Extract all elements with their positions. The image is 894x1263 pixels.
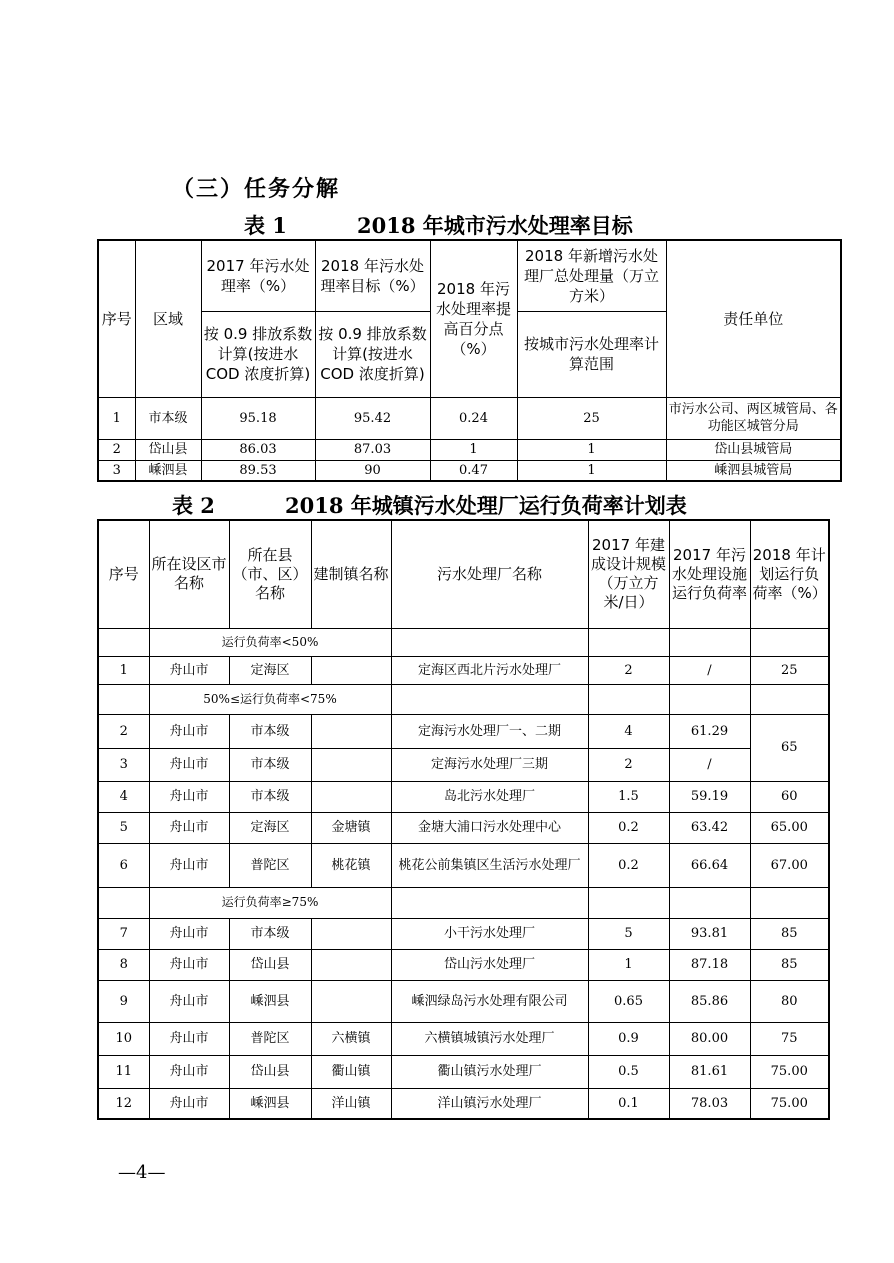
- table-row: [98, 397, 841, 439]
- cell-load-2017: 87.18: [669, 949, 750, 980]
- header-city: 所在设区市名称: [149, 520, 229, 628]
- cell-load-2017: 78.03: [669, 1088, 750, 1119]
- cell-town: [311, 781, 391, 812]
- table-row: [98, 980, 829, 1022]
- cell-capacity: 0.65: [588, 980, 669, 1022]
- cell-responsible: 嵊泗县城管局: [666, 460, 841, 481]
- cell-county: 普陀区: [229, 1022, 311, 1055]
- cell-seq: 6: [98, 843, 149, 887]
- cell-load-2018: 65.00: [750, 812, 829, 843]
- header-capacity-scope: 按城市污水处理率计算范围: [517, 311, 666, 397]
- cell-plant: 嵊泗绿岛污水处理有限公司: [391, 980, 588, 1022]
- header-rate-2018: 2018 年污水处理率目标（%）: [315, 240, 430, 311]
- cell-increase: 0.24: [430, 397, 517, 439]
- cell-load-2017: 80.00: [669, 1022, 750, 1055]
- cell-load-2018: 75.00: [750, 1088, 829, 1119]
- cell-seq: 5: [98, 812, 149, 843]
- cell-town: [311, 714, 391, 748]
- cell-load-2017: 85.86: [669, 980, 750, 1022]
- cell-city: 舟山市: [149, 781, 229, 812]
- table2-caption-number: 表 2: [172, 493, 215, 518]
- cell-load-2018: 85: [750, 918, 829, 949]
- cell-seq: 1: [98, 397, 135, 439]
- cell-town: [311, 918, 391, 949]
- cell-capacity: 2: [588, 656, 669, 684]
- cell-rate-2017: 89.53: [201, 460, 315, 481]
- cell-load-2017: 81.61: [669, 1055, 750, 1088]
- cell-capacity: 25: [517, 397, 666, 439]
- table2-caption-title: 2018 年城镇污水处理厂运行负荷率计划表: [285, 493, 687, 518]
- cell-seq: 3: [98, 748, 149, 781]
- cell-capacity: 0.2: [588, 843, 669, 887]
- table-row: [98, 1022, 829, 1055]
- cell-seq: 1: [98, 656, 149, 684]
- cell-load-2018: 75: [750, 1022, 829, 1055]
- table-row: [98, 1055, 829, 1088]
- cell-capacity: 2: [588, 748, 669, 781]
- cell-town: [311, 656, 391, 684]
- cell-plant: 岱山污水处理厂: [391, 949, 588, 980]
- cell-load-2018: 75.00: [750, 1055, 829, 1088]
- header-rate-2018-method: 按 0.9 排放系数计算(按进水 COD 浓度折算): [315, 311, 430, 397]
- table-row: [98, 918, 829, 949]
- cell-capacity: 1: [517, 439, 666, 460]
- header-rate-2017: 2017 年污水处理率（%）: [201, 240, 315, 311]
- header-increase: 2018 年污水处理率提高百分点（%）: [430, 240, 517, 397]
- cell-county: 市本级: [229, 781, 311, 812]
- table-row: [98, 714, 829, 748]
- cell-county: 市本级: [229, 714, 311, 748]
- cell-plant: 定海污水处理厂三期: [391, 748, 588, 781]
- table1-caption-number: 表 1: [244, 213, 287, 238]
- section-row: [98, 887, 829, 918]
- cell-seq: 9: [98, 980, 149, 1022]
- cell-load-2018: 65: [750, 714, 829, 781]
- cell-increase: 0.47: [430, 460, 517, 481]
- table-row: [98, 1088, 829, 1119]
- cell-city: 舟山市: [149, 918, 229, 949]
- section-row: [98, 684, 829, 714]
- header-new-capacity: 2018 年新增污水处理厂总处理量（万立方米）: [517, 240, 666, 311]
- header-capacity: 2017 年建成设计规模（万立方米/日）: [588, 520, 669, 628]
- cell-load-2018: 60: [750, 781, 829, 812]
- header-seq: 序号: [98, 240, 135, 397]
- cell-region: 市本级: [135, 397, 201, 439]
- cell-load-2017: 59.19: [669, 781, 750, 812]
- cell-load-2017: /: [669, 656, 750, 684]
- section-label: 运行负荷率≥75%: [149, 887, 391, 918]
- cell-city: 舟山市: [149, 1022, 229, 1055]
- cell-city: 舟山市: [149, 812, 229, 843]
- cell-region: 岱山县: [135, 439, 201, 460]
- header-county: 所在县（市、区）名称: [229, 520, 311, 628]
- table-row: [98, 812, 829, 843]
- header-seq: 序号: [98, 520, 149, 628]
- cell-seq: 3: [98, 460, 135, 481]
- cell-town: 衢山镇: [311, 1055, 391, 1088]
- cell-county: 定海区: [229, 812, 311, 843]
- section-heading: （三）任务分解: [172, 177, 341, 202]
- cell-responsible: 市污水公司、两区城管局、各功能区城管分局: [666, 397, 841, 439]
- cell-city: 舟山市: [149, 949, 229, 980]
- cell-load-2017: 93.81: [669, 918, 750, 949]
- cell-capacity: 1: [517, 460, 666, 481]
- cell-region: 嵊泗县: [135, 460, 201, 481]
- cell-seq: 11: [98, 1055, 149, 1088]
- cell-plant: 六横镇城镇污水处理厂: [391, 1022, 588, 1055]
- table-row: [98, 781, 829, 812]
- cell-responsible: 岱山县城管局: [666, 439, 841, 460]
- cell-county: 市本级: [229, 748, 311, 781]
- cell-capacity: 0.1: [588, 1088, 669, 1119]
- cell-capacity: 1.5: [588, 781, 669, 812]
- cell-increase: 1: [430, 439, 517, 460]
- cell-load-2018: 80: [750, 980, 829, 1022]
- cell-county: 普陀区: [229, 843, 311, 887]
- cell-rate-2018: 87.03: [315, 439, 430, 460]
- table-row: [98, 949, 829, 980]
- header-plant: 污水处理厂名称: [391, 520, 588, 628]
- cell-rate-2018: 95.42: [315, 397, 430, 439]
- cell-county: 嵊泗县: [229, 980, 311, 1022]
- cell-capacity: 1: [588, 949, 669, 980]
- cell-capacity: 5: [588, 918, 669, 949]
- cell-rate-2017: 95.18: [201, 397, 315, 439]
- cell-seq: 8: [98, 949, 149, 980]
- cell-load-2018: 25: [750, 656, 829, 684]
- cell-capacity: 0.2: [588, 812, 669, 843]
- header-load-2017: 2017 年污水处理设施运行负荷率: [669, 520, 750, 628]
- header-rate-2017-method: 按 0.9 排放系数计算(按进水 COD 浓度折算): [201, 311, 315, 397]
- cell-city: 舟山市: [149, 980, 229, 1022]
- cell-plant: 定海区西北片污水处理厂: [391, 656, 588, 684]
- cell-county: 岱山县: [229, 949, 311, 980]
- cell-city: 舟山市: [149, 748, 229, 781]
- header-region: 区域: [135, 240, 201, 397]
- cell-town: [311, 748, 391, 781]
- cell-load-2018: 67.00: [750, 843, 829, 887]
- cell-town: 金塘镇: [311, 812, 391, 843]
- table1-wastewater-treatment-rate: [97, 239, 842, 482]
- cell-plant: 定海污水处理厂一、二期: [391, 714, 588, 748]
- cell-town: 桃花镇: [311, 843, 391, 887]
- cell-seq: 4: [98, 781, 149, 812]
- table2-plant-load-plan: [97, 519, 830, 1120]
- cell-city: 舟山市: [149, 656, 229, 684]
- cell-load-2017: 61.29: [669, 714, 750, 748]
- section-row: [98, 628, 829, 656]
- cell-capacity: 0.9: [588, 1022, 669, 1055]
- cell-county: 嵊泗县: [229, 1088, 311, 1119]
- cell-city: 舟山市: [149, 1088, 229, 1119]
- cell-capacity: 4: [588, 714, 669, 748]
- table-row: [98, 748, 829, 781]
- section-label: 50%≤运行负荷率<75%: [149, 684, 391, 714]
- cell-load-2017: /: [669, 748, 750, 781]
- cell-rate-2017: 86.03: [201, 439, 315, 460]
- header-load-2018: 2018 年计划运行负荷率（%）: [750, 520, 829, 628]
- cell-capacity: 0.5: [588, 1055, 669, 1088]
- cell-town: [311, 949, 391, 980]
- cell-plant: 桃花公前集镇区生活污水处理厂: [391, 843, 588, 887]
- cell-seq: 2: [98, 714, 149, 748]
- cell-seq: 7: [98, 918, 149, 949]
- cell-load-2017: 63.42: [669, 812, 750, 843]
- cell-county: 市本级: [229, 918, 311, 949]
- cell-town: 洋山镇: [311, 1088, 391, 1119]
- cell-plant: 洋山镇污水处理厂: [391, 1088, 588, 1119]
- cell-plant: 小干污水处理厂: [391, 918, 588, 949]
- cell-county: 岱山县: [229, 1055, 311, 1088]
- table-row: [98, 843, 829, 887]
- cell-county: 定海区: [229, 656, 311, 684]
- table-row: [98, 460, 841, 481]
- cell-city: 舟山市: [149, 714, 229, 748]
- cell-plant: 金塘大浦口污水处理中心: [391, 812, 588, 843]
- cell-city: 舟山市: [149, 1055, 229, 1088]
- cell-city: 舟山市: [149, 843, 229, 887]
- cell-rate-2018: 90: [315, 460, 430, 481]
- cell-load-2018: 85: [750, 949, 829, 980]
- section-label: 运行负荷率<50%: [149, 628, 391, 656]
- cell-seq: 10: [98, 1022, 149, 1055]
- cell-seq: 2: [98, 439, 135, 460]
- cell-plant: 岛北污水处理厂: [391, 781, 588, 812]
- cell-town: [311, 980, 391, 1022]
- cell-seq: 12: [98, 1088, 149, 1119]
- page-number: —4—: [118, 1162, 166, 1183]
- table-row: [98, 656, 829, 684]
- table1-caption-title: 2018 年城市污水处理率目标: [357, 213, 633, 238]
- header-responsible: 责任单位: [666, 240, 841, 397]
- cell-load-2017: 66.64: [669, 843, 750, 887]
- cell-town: 六横镇: [311, 1022, 391, 1055]
- cell-plant: 衢山镇污水处理厂: [391, 1055, 588, 1088]
- table-row: [98, 439, 841, 460]
- header-town: 建制镇名称: [311, 520, 391, 628]
